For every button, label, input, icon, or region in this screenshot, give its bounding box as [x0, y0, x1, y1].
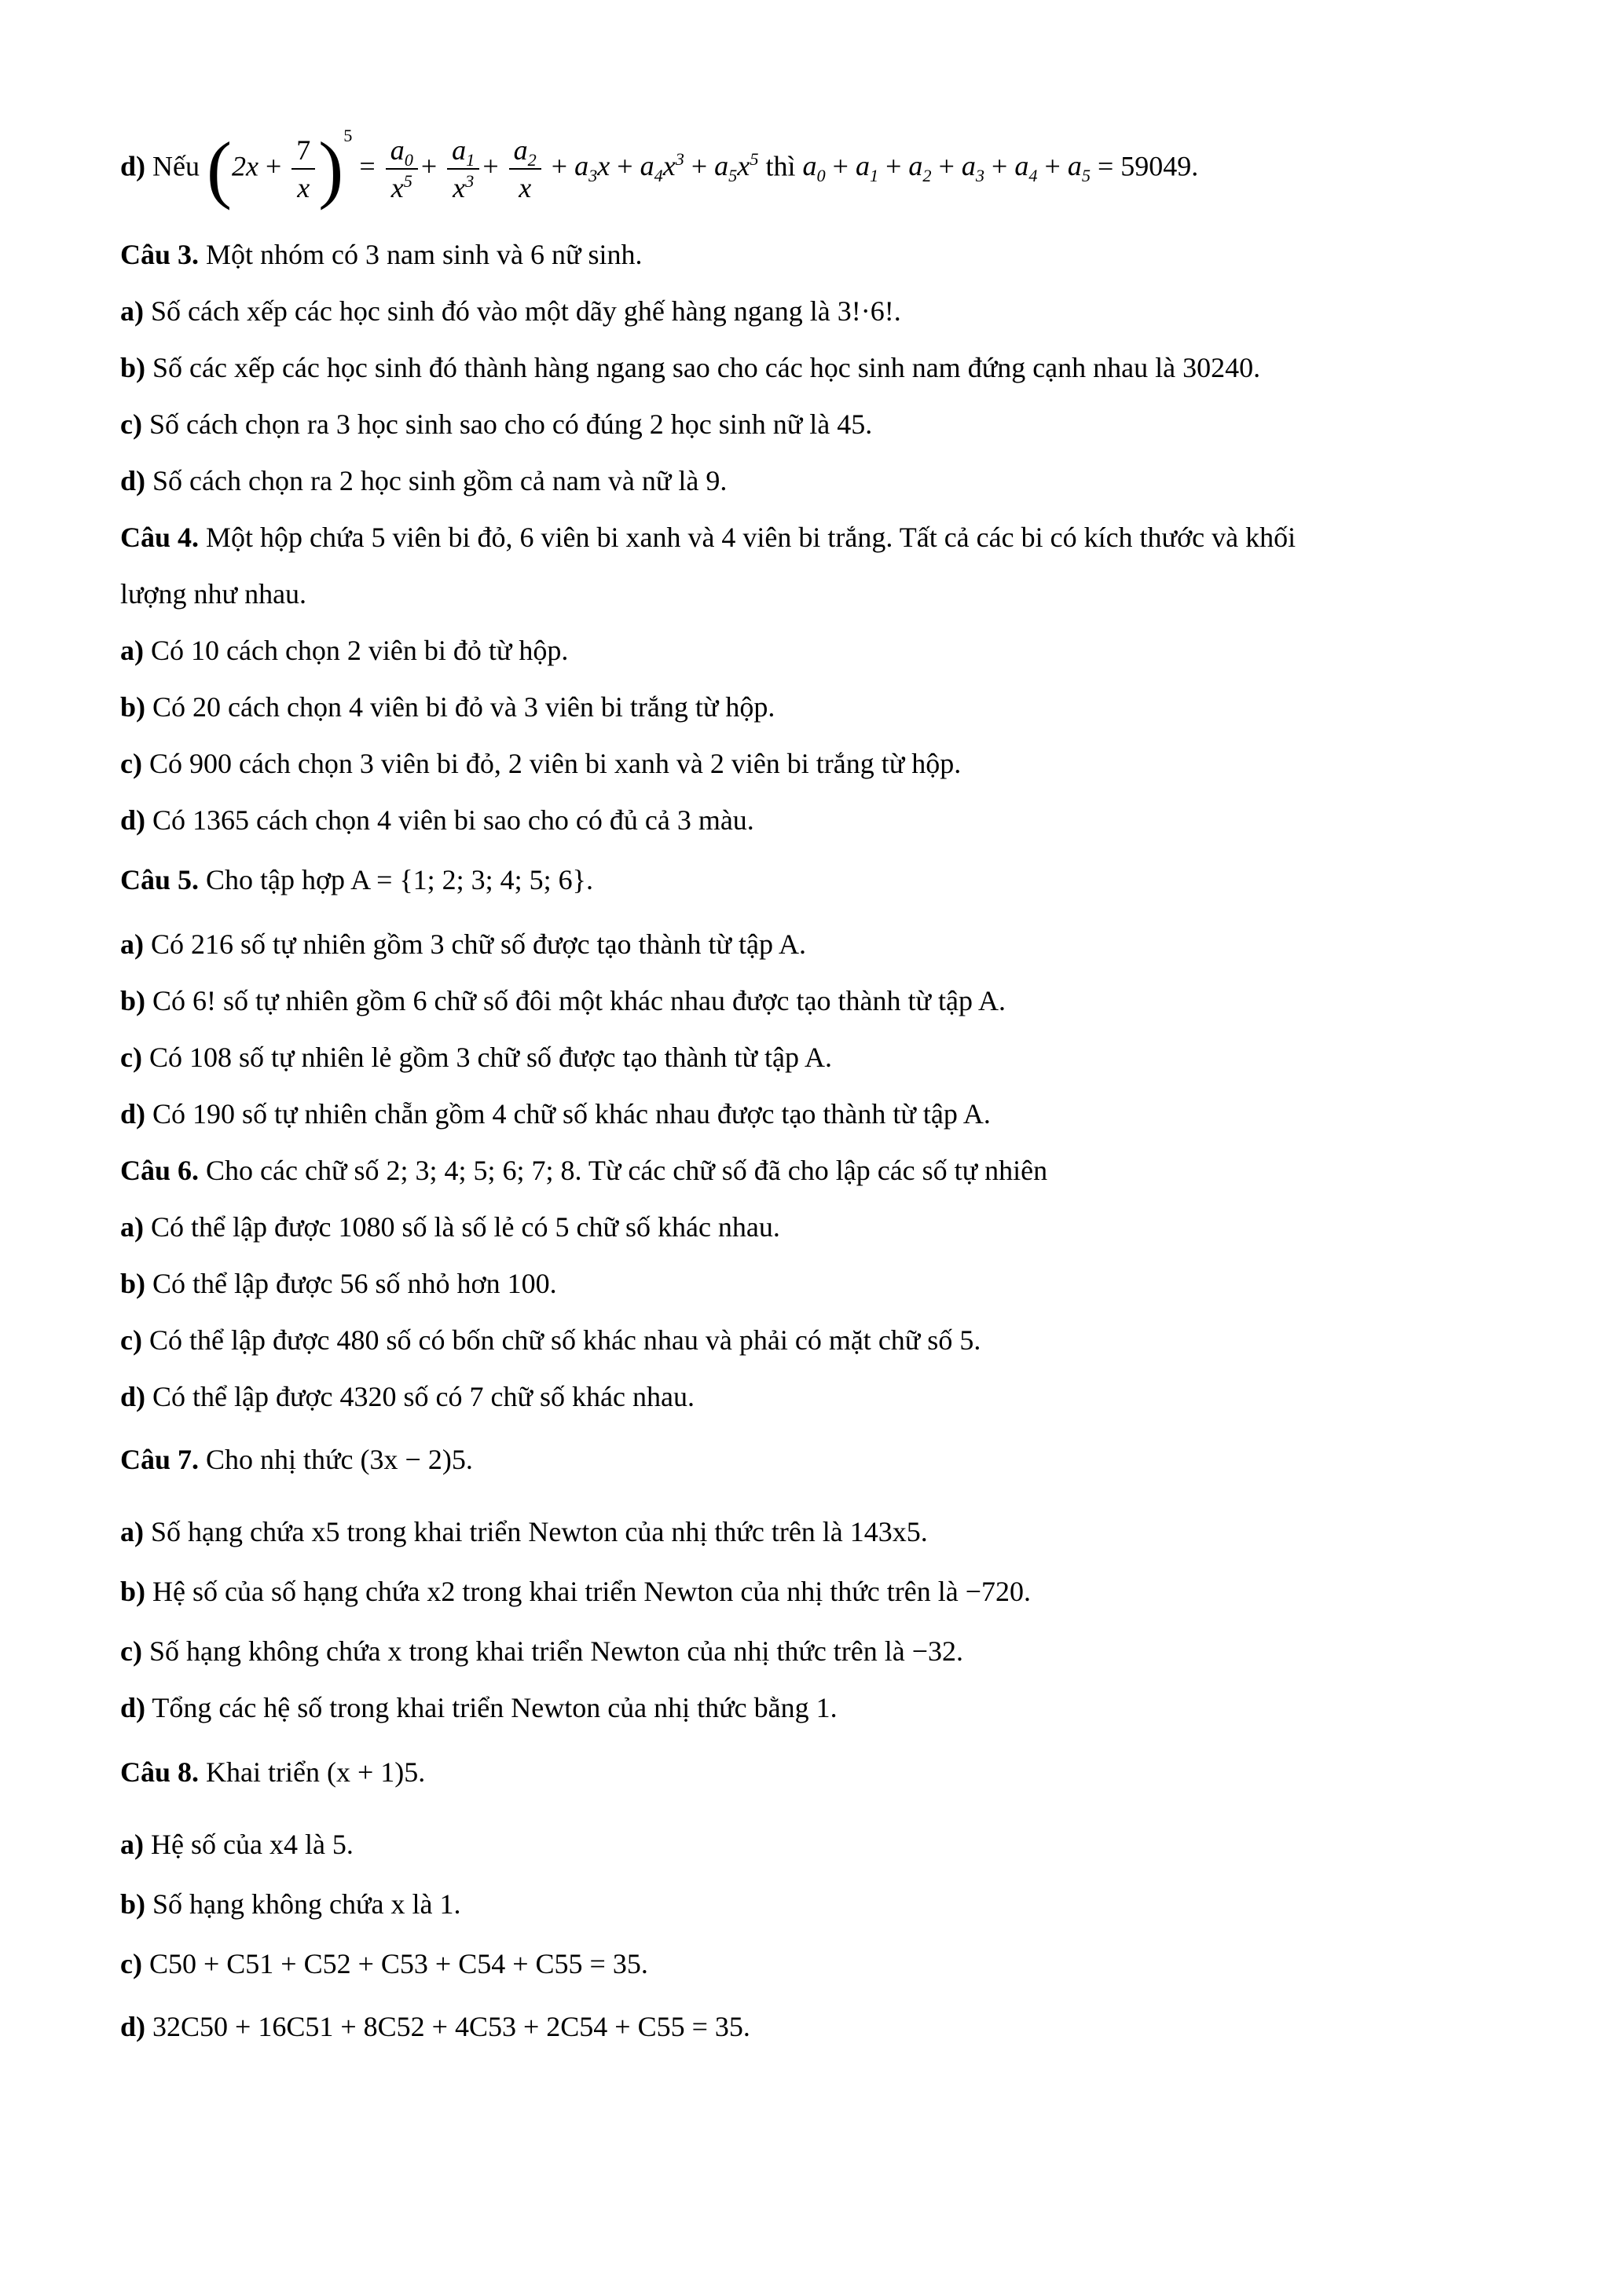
question-8-item-c: c) C50 + C51 + C52 + C53 + C54 + C55 = 35.: [120, 1948, 648, 1979]
question-5-item-a: a) Có 216 số tự nhiên gồm 3 chữ số được tạo thành từ tập A.: [120, 928, 807, 960]
question-7-item-a: a) Số hạng chứa x5 trong khai triển Newton của nhị thức trên là 143x5.: [120, 1516, 928, 1547]
question-7-item-d: d) Tổng các hệ số trong khai triển Newton của nhị thức bằng 1.: [120, 1692, 838, 1723]
question-3-item-a: a) Số cách xếp các học sinh đó vào một dãy ghế hàng ngang là 3!·6!.: [120, 295, 901, 327]
question-8-item-a: a) Hệ số của x4 là 5.: [120, 1829, 354, 1860]
question-7-stem: Câu 7. Cho nhị thức (3x − 2)5.: [120, 1444, 473, 1475]
q2-item-d: d) Nếu (2x + $\frac{7}{x}$ )$^5$ = $\frac{a_0}{x^5}$ + $\frac{a_1}{x^3}$ + $\frac{a_2}{x}$ + $a_3x + a_4x^3 + a_5x^5$ thì $a_0 + a_1 + a_2 + a_3 + a_4 + a_5 = 59049$.: [120, 126, 1199, 211]
question-5-item-c: c) Có 108 số tự nhiên lẻ gồm 3 chữ số được tạo thành từ tập A.: [120, 1042, 832, 1073]
question-8-item-d: d) 32C50 + 16C51 + 8C52 + 4C53 + 2C54 + C55 = 35.: [120, 2011, 750, 2042]
question-6-item-c: c) Có thể lập được 480 số có bốn chữ số khác nhau và phải có mặt chữ số 5.: [120, 1324, 981, 1356]
question-8-stem: Câu 8. Khai triển (x + 1)5.: [120, 1756, 426, 1788]
question-4-item-b: b) Có 20 cách chọn 4 viên bi đỏ và 3 viên bi trắng từ hộp.: [120, 691, 775, 723]
question-3-item-c: c) Số cách chọn ra 3 học sinh sao cho có đúng 2 học sinh nữ là 45.: [120, 408, 873, 440]
item-label: d): [120, 150, 146, 182]
question-6-item-a: a) Có thể lập được 1080 số là số lẻ có 5 chữ số khác nhau.: [120, 1211, 780, 1243]
question-8-item-b: b) Số hạng không chứa x là 1.: [120, 1888, 461, 1920]
question-3-item-b: b) Số các xếp các học sinh đó thành hàng ngang sao cho các học sinh nam đứng cạnh nhau là 30240.: [120, 352, 1261, 383]
question-5-item-b: b) Có 6! số tự nhiên gồm 6 chữ số đôi một khác nhau được tạo thành từ tập A.: [120, 985, 1006, 1016]
question-3-item-d: d) Số cách chọn ra 2 học sinh gồm cả nam và nữ là 9.: [120, 465, 728, 496]
question-4-item-d: d) Có 1365 cách chọn 4 viên bi sao cho có đủ cả 3 màu.: [120, 804, 754, 836]
question-5-stem: Câu 5. Cho tập hợp A = {1; 2; 3; 4; 5; 6}.: [120, 864, 593, 895]
question-4-stem: Câu 4. Một hộp chứa 5 viên bi đỏ, 6 viên bi xanh và 4 viên bi trắng. Tất cả các bi có kích thước và khối: [120, 522, 1296, 553]
question-5-item-d: d) Có 190 số tự nhiên chẵn gồm 4 chữ số khác nhau được tạo thành từ tập A.: [120, 1098, 991, 1130]
question-6-stem: Câu 6. Cho các chữ số 2; 3; 4; 5; 6; 7; 8. Từ các chữ số đã cho lập các số tự nhiên: [120, 1155, 1048, 1186]
question-4-item-a: a) Có 10 cách chọn 2 viên bi đỏ từ hộp.: [120, 635, 569, 666]
question-4-stem-cont: lượng như nhau.: [120, 578, 307, 610]
question-4-item-c: c) Có 900 cách chọn 3 viên bi đỏ, 2 viên bi xanh và 2 viên bi trắng từ hộp.: [120, 748, 962, 779]
question-7-item-c: c) Số hạng không chứa x trong khai triển Newton của nhị thức trên là −32.: [120, 1635, 964, 1667]
question-3-stem: Câu 3. Một nhóm có 3 nam sinh và 6 nữ sinh.: [120, 239, 643, 270]
question-7-item-b: b) Hệ số của số hạng chứa x2 trong khai triển Newton của nhị thức trên là −720.: [120, 1576, 1032, 1607]
question-6-item-d: d) Có thể lập được 4320 số có 7 chữ số khác nhau.: [120, 1381, 695, 1412]
question-6-item-b: b) Có thể lập được 56 số nhỏ hơn 100.: [120, 1268, 557, 1299]
